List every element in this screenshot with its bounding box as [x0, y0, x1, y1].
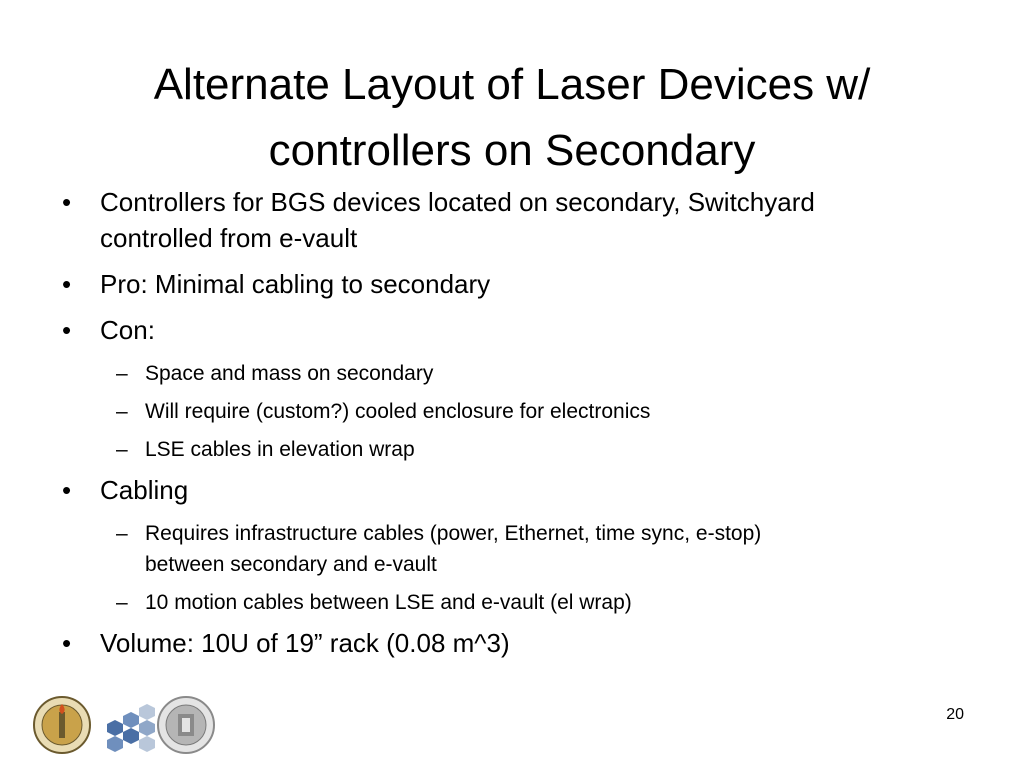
dash-icon: – — [116, 522, 128, 545]
bullet-icon: • — [62, 315, 72, 345]
bullet-text-line-1: Controllers for BGS devices located on secondary, Switchyard — [100, 187, 815, 217]
bullet-text: Con: — [100, 315, 155, 345]
dash-icon: – — [116, 362, 128, 385]
sub-bullet-text: 10 motion cables between LSE and e-vault (el wrap) — [145, 591, 632, 614]
sub-bullet-text: LSE cables in elevation wrap — [145, 438, 415, 461]
tmt-mirror-hexagons-icon — [107, 704, 155, 752]
bullet-item — [62, 184, 972, 256]
sub-bullet-item — [62, 518, 972, 580]
slide-title-line-2: controllers on Secondary — [268, 126, 756, 175]
sub-bullet-item — [62, 587, 972, 618]
sub-bullet-text-line-2: between secondary and e-vault — [145, 553, 437, 576]
uc-seal-icon — [158, 697, 214, 753]
bullet-item — [62, 266, 972, 302]
sub-bullet-item — [62, 396, 972, 427]
sub-bullet-text: Space and mass on secondary — [145, 362, 434, 385]
slide-title-line-1: Alternate Layout of Laser Devices w/ — [153, 60, 871, 109]
slide-body — [62, 184, 972, 671]
bullet-text-line-2: controlled from e-vault — [100, 223, 358, 253]
dash-icon: – — [116, 438, 128, 461]
bullet-icon: • — [62, 187, 72, 217]
bullet-item — [62, 625, 972, 661]
bullet-item — [62, 312, 972, 348]
dash-icon: – — [116, 400, 128, 423]
dash-icon: – — [116, 591, 128, 614]
bullet-item — [62, 472, 972, 508]
footer-logos — [32, 694, 216, 756]
bullet-text: Cabling — [100, 475, 189, 505]
caltech-seal-icon — [34, 697, 90, 753]
sub-bullet-text-line-1: Requires infrastructure cables (power, Ethernet, time sync, e-stop) — [145, 522, 762, 545]
bullet-text: Pro: Minimal cabling to secondary — [100, 269, 491, 299]
sub-bullet-item — [62, 358, 972, 389]
bullet-icon: • — [62, 475, 72, 505]
sub-bullet-list — [62, 358, 972, 465]
sub-bullet-item — [62, 434, 972, 465]
slide-title — [40, 52, 984, 184]
bullet-text: Volume: 10U of 19” rack (0.08 m^3) — [100, 628, 510, 658]
bullet-icon: • — [62, 628, 72, 658]
sub-bullet-text: Will require (custom?) cooled enclosure for electronics — [145, 400, 651, 423]
sub-bullet-list — [62, 518, 972, 618]
bullet-icon: • — [62, 269, 72, 299]
page-number: 20 — [946, 706, 964, 723]
